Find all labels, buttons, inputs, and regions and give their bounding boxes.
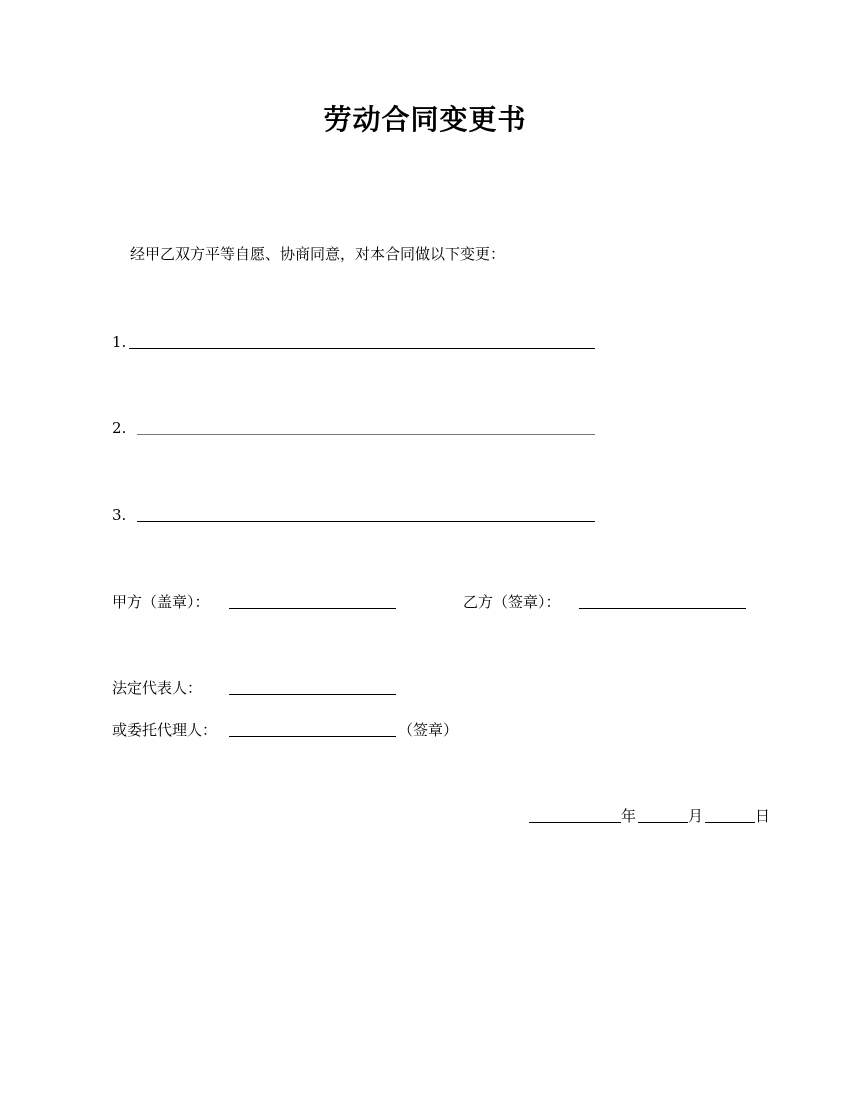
agent-blank-line[interactable] — [229, 736, 396, 737]
change-item-number: 1. — [112, 333, 127, 351]
day-blank-line[interactable] — [705, 822, 755, 823]
agent-field — [112, 720, 459, 740]
document-title: 劳动合同变更书 — [323, 103, 527, 136]
day-label: 日 — [755, 807, 771, 825]
change-item-number: 3. — [112, 506, 127, 524]
agent-label: 或委托代理人： — [112, 721, 218, 739]
change-item-number: 2. — [112, 419, 127, 437]
legal-rep-blank-line[interactable] — [229, 694, 396, 695]
month-blank-line[interactable] — [638, 822, 688, 823]
agent-suffix: （签章） — [398, 721, 459, 739]
month-label: 月 — [688, 807, 704, 825]
legal-rep-field — [112, 678, 202, 698]
change-item-blank-line[interactable] — [137, 434, 595, 435]
change-item-blank-line[interactable] — [129, 348, 595, 349]
party-b-label: 乙方（签章）： — [463, 593, 561, 611]
party-b-signature-field — [463, 592, 561, 612]
party-a-signature-field — [112, 592, 210, 612]
change-item-blank-line[interactable] — [137, 521, 595, 522]
intro-text: 经甲乙双方平等自愿、协商同意，对本合同做以下变更： — [130, 245, 506, 263]
party-a-label: 甲方（盖章）： — [112, 593, 210, 611]
party-a-blank-line[interactable] — [229, 608, 396, 609]
year-label: 年 — [621, 807, 637, 825]
legal-rep-label: 法定代表人： — [112, 679, 203, 697]
party-b-blank-line[interactable] — [579, 608, 746, 609]
date-field — [529, 806, 779, 826]
year-blank-line[interactable] — [529, 822, 621, 823]
